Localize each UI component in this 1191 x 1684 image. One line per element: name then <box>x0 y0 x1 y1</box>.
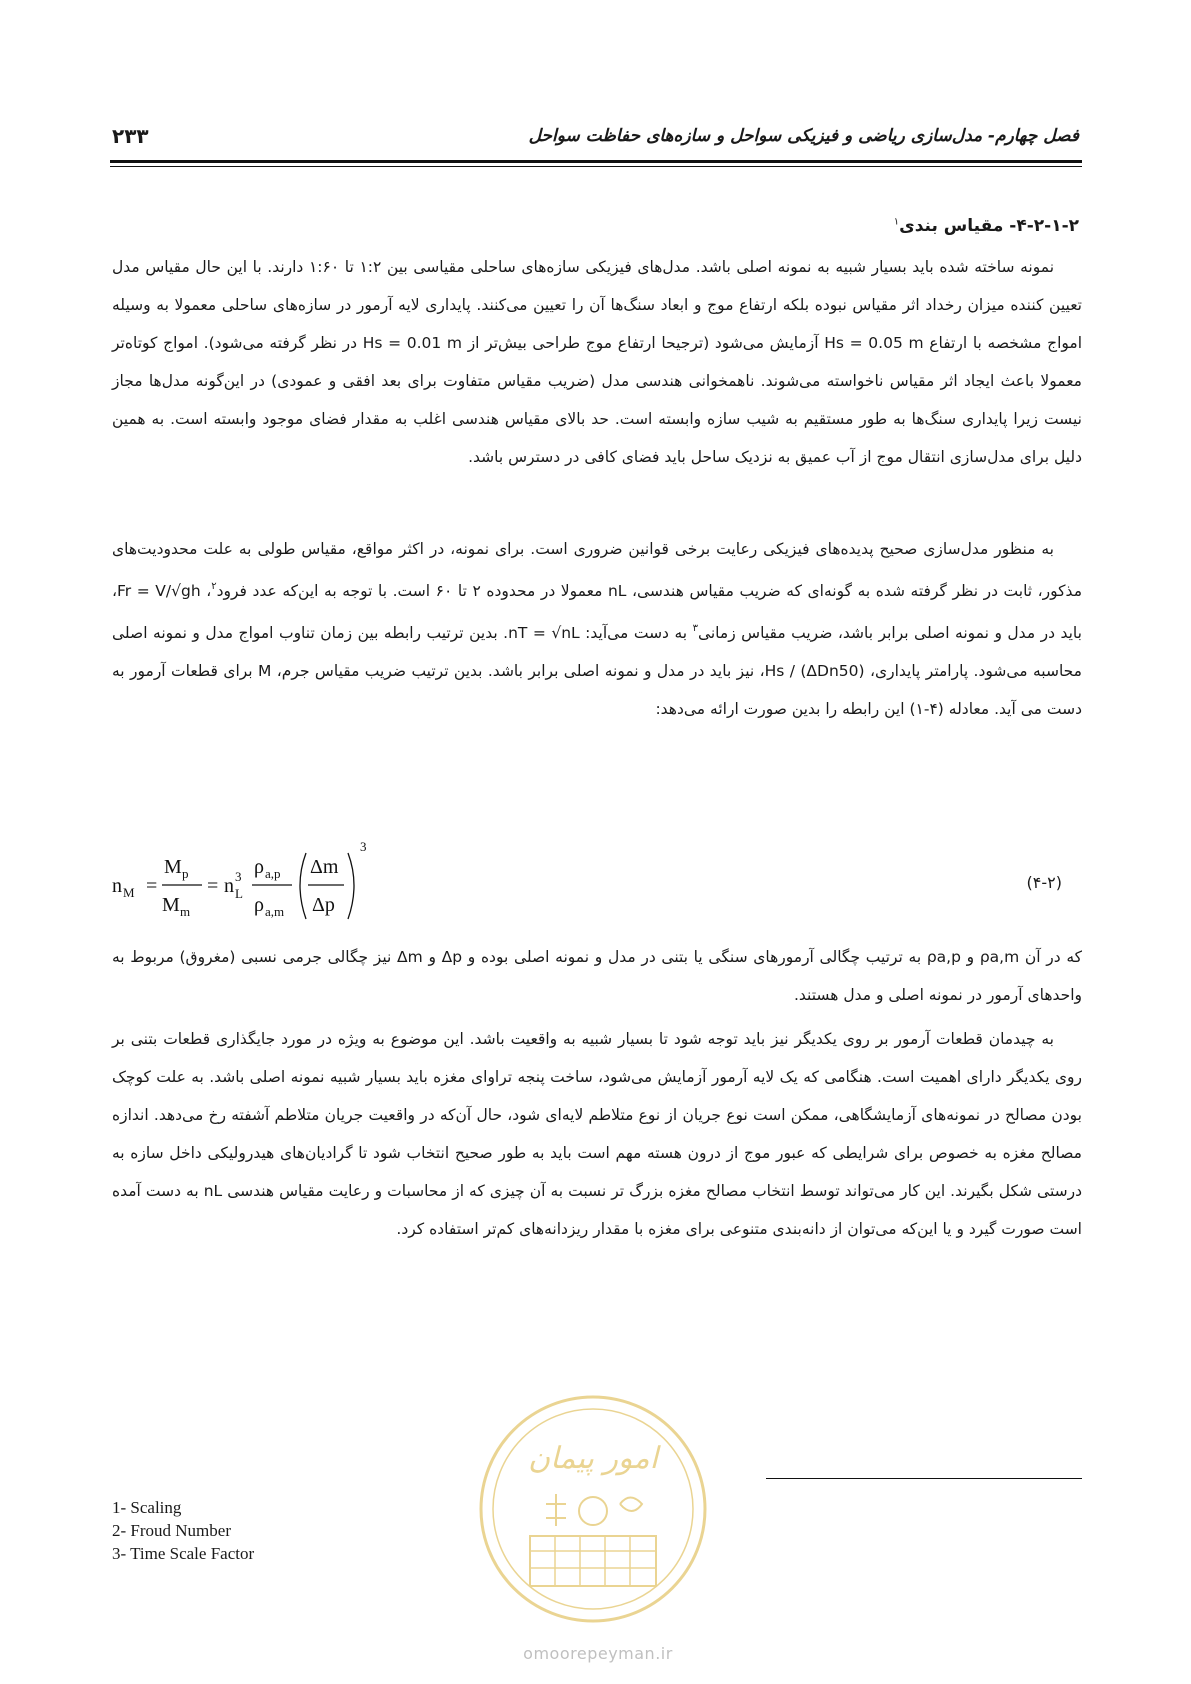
header-rule-thin <box>110 166 1082 167</box>
equation-formula <box>112 835 372 925</box>
eq-outer-sup: 3 <box>360 839 367 854</box>
footnote-ref-1: ۱ <box>893 216 900 228</box>
eq-den1-sub: m <box>180 904 191 919</box>
eq-num3: Δm <box>310 856 339 878</box>
eq-num2-sub: a,p <box>265 866 281 881</box>
eq-lhs-sub: M <box>123 885 135 900</box>
watermark-seal <box>470 1386 716 1632</box>
eq-den2-sub: a,m <box>265 904 285 919</box>
eq-den1: M <box>162 894 180 916</box>
section-number: ۴-۲-۱-۲- <box>1009 216 1079 236</box>
footnote-rule <box>766 1478 1082 1479</box>
paragraph-2 <box>112 530 1082 728</box>
footnote-1: 1- Scaling <box>112 1498 182 1517</box>
running-header-title: فصل چهارم- مدل‌سازی ریاضی و فیزیکی سواحل و سازه‌های حفاظت سواحل <box>528 126 1079 146</box>
paragraph-3 <box>112 938 1082 1014</box>
paragraph-2-text <box>112 530 1082 728</box>
section-heading <box>179 216 1079 236</box>
eq-equals-2: = <box>207 875 219 897</box>
eq-den3: Δp <box>312 894 335 916</box>
seal-icon <box>470 1386 716 1632</box>
eq-equals-1: = <box>146 875 158 897</box>
section-title: مقیاس بندی <box>899 216 1004 236</box>
footnote-2: 2- Froud Number <box>112 1521 231 1540</box>
paragraph-4-text: به چیدمان قطعات آرمور بر روی یکدیگر نیز باید توجه شود تا بسیار شبیه به واقعیت باشد. این موضوع به ویژه در مورد جایگذاری قطعات بتنی بر روی یکدیگر دارای اهمیت است. هنگامی که یک لایه آرمور آزمایش می‌شود، ساخت پنجه تراوای مغزه باید بسیار شبیه نمونه اصلی باشد. به علت کوچک بودن مصالح در نمونه‌های آزمایشگاهی، ممکن است نوع جریان از نوع متلاطم لایه‌ای شود، حال آن‌که در واقعیت جریان متلاطم آشفته رخ می‌دهد. اندازه مصالح مغزه به خصوص برای شرایطی که عبور موج از درون هسته مهم است باید به طور صحیح انتخاب شود تا گرادیان‌های هیدرولیکی داخل سازه به درستی شکل بگیرند. این کار می‌تواند توسط انتخاب مصالح مغزه بزرگ تر نسبت به آن چیزی که از محاسبات و رعایت مقیاس هندسی nL به دست آمده است صورت گیرد و یا این‌که می‌توان از دانه‌بندی متنوعی برای مغزه با مقدار ریزدانه‌های کم‌تر استفاده کرد. <box>112 1030 1082 1238</box>
paragraph-1-text: نمونه ساخته شده باید بسیار شبیه به نمونه اصلی باشد. مدل‌های فیزیکی سازه‌های ساحلی مقیاسی بین ۱:۲ تا ۱:۶۰ دارند. با این حال مقیاس مدل تعیین کننده میزان رخداد اثر مقیاس نبوده بلکه ارتفاع موج و ابعاد سنگ‌ها آن را تعیین می‌کنند. پایداری لایه آرمور در سازه‌های ساحلی معمولا به وسیله امواج مشخصه با ارتفاع Hs = 0.05 m آزمایش می‌شود (ترجیحا ارتفاع موج طراحی بیش‌تر از Hs = 0.01 m در نظر گرفته می‌شود). امواج کوتاه‌تر معمولا باعث ایجاد اثر مقیاس ناخواسته می‌شوند. ناهمخوانی هندسی مدل (ضریب مقیاس متفاوت برای بعد افقی و عمودی) در این‌گونه مدل‌ها مجاز نیست زیرا پایداری سنگ‌ها به طور مستقیم به شیب سازه وابسته است. حد بالای مقیاس هندسی اغلب به مقدار فضای موجود وابسته است. به همین دلیل برای مدل‌سازی انتقال موج از آب عمیق به نزدیک ساحل باید فضای کافی در دسترس باشد. <box>112 258 1082 466</box>
equation-label: (۴-۲) <box>1026 873 1062 892</box>
eq-lhs: n <box>112 875 122 897</box>
eq-mid: n <box>224 875 234 897</box>
footnote-ref-3: ۳ <box>692 623 698 634</box>
watermark-text: امور پیمان <box>528 1441 658 1476</box>
eq-paren-right <box>348 853 354 919</box>
eq-paren-left <box>300 853 306 919</box>
paragraph-4 <box>112 1020 1082 1248</box>
paragraph-2-part3: به دست می‌آید: nT = √nL. بدین ترتیب رابطه بین زمان تناوب امواج مدل و نمونه اصلی محاسبه می‌شود. پارامتر پایداری، Hs / (ΔDn50)، نیز باید در مدل و نمونه اصلی برابر باشد. بدین ترتیب ضریب مقیاس جرم، M برای قطعات آرمور به دست می آید. معادله (۴-۱) این رابطه را بدین صورت ارائه می‌دهد: <box>112 624 1082 718</box>
footnote-3: 3- Time Scale Factor <box>112 1544 255 1563</box>
eq-mid-sub: L <box>235 886 243 901</box>
paragraph-1 <box>112 248 1082 476</box>
eq-num2: ρ <box>254 856 264 878</box>
paragraph-2-part2: ، Fr = V/√gh، باید در مدل و نمونه اصلی برابر باشد، ضریب مقیاس زمانی <box>112 582 1082 642</box>
eq-den2: ρ <box>254 894 264 916</box>
eq-num1-sub: p <box>182 866 189 881</box>
watermark-site: omoorepeyman.ir <box>523 1644 673 1663</box>
footnotes <box>112 1496 254 1565</box>
eq-mid-sup: 3 <box>235 869 242 884</box>
eq-num1: M <box>164 856 182 878</box>
header-rule-thick <box>110 160 1082 163</box>
paragraph-3-text: که در آن ρa,m و ρa,p به ترتیب چگالی آرمورهای سنگی یا بتنی در مدل و نمونه اصلی بوده و Δp و Δm نیز چگالی جرمی نسبی (مغروق) مربوط به واحدهای آرمور در نمونه اصلی و مدل هستند. <box>112 948 1083 1004</box>
page-number: ۲۳۳ <box>112 124 149 148</box>
footnote-ref-2: ۲ <box>211 581 217 592</box>
equation-4-2 <box>112 835 1082 925</box>
paragraph-2-part1: به منظور مدل‌سازی صحیح پدیده‌های فیزیکی رعایت برخی قوانین ضروری است. برای نمونه، در اکثر مواقع، مقیاس طولی به علت محدودیت‌های مذکور، ثابت در نظر گرفته شده به گونه‌ای که ضریب مقیاس هندسی، nL معمولا در محدوده ۲ تا ۶۰ است. با توجه به این‌که عدد فرود <box>112 540 1082 600</box>
